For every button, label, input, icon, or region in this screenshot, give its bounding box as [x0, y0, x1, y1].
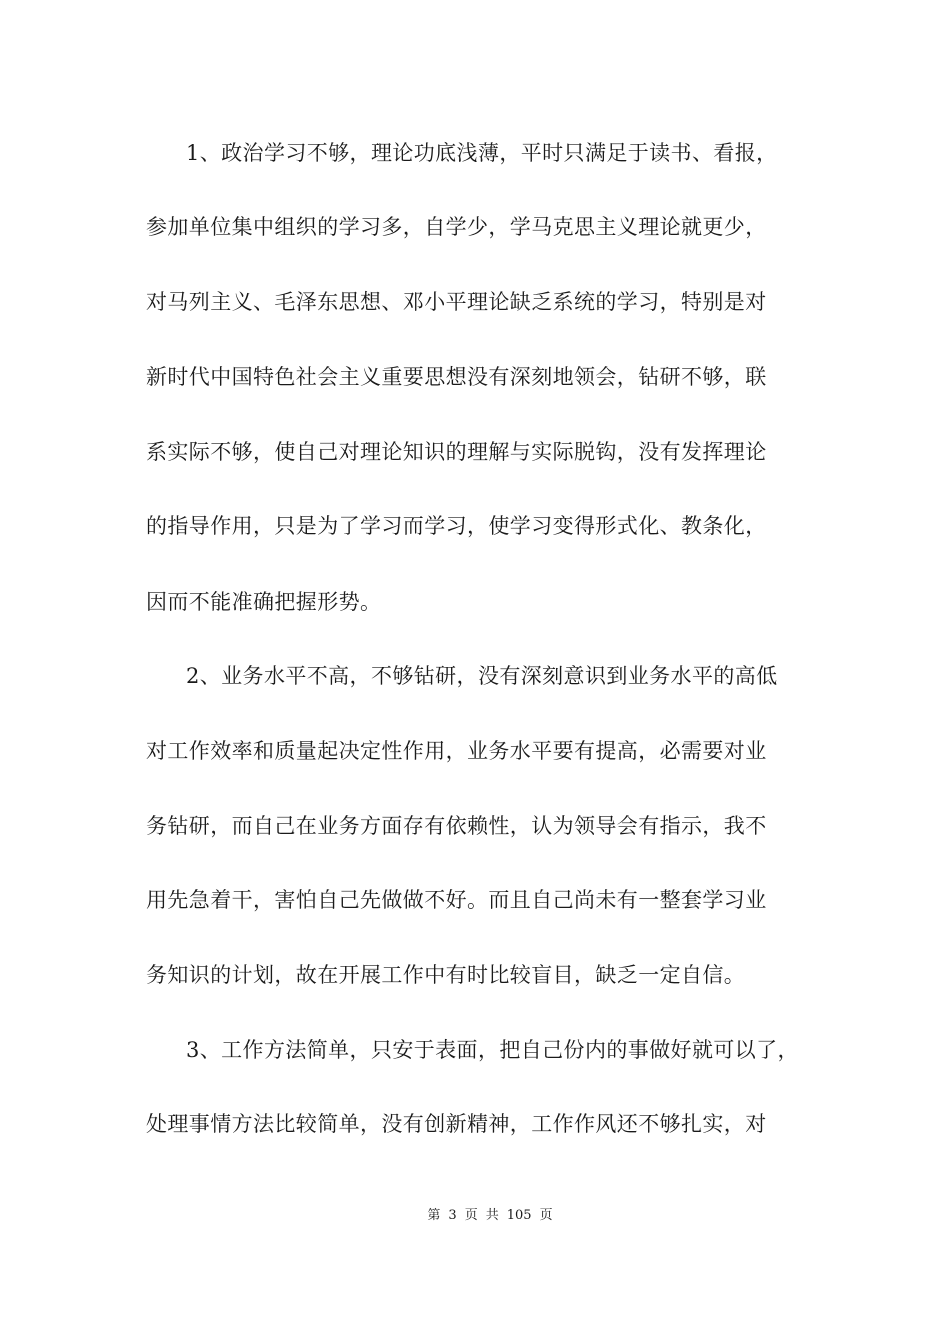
paragraph-2-line-4: 用先急着干，害怕自己先做做不好。而且自己尚未有一整套学习业 — [146, 888, 767, 912]
paragraph-1-line-1: 1、政治学习不够，理论功底浅薄，平时只满足于读书、看报， — [186, 141, 778, 165]
paragraph-3-line-2: 处理事情方法比较简单，没有创新精神，工作作风还不够扎实，对 — [146, 1112, 767, 1136]
footer-page-word: 页 — [464, 1208, 478, 1223]
paragraph-1-line-3: 对马列主义、毛泽东思想、邓小平理论缺乏系统的学习，特别是对 — [146, 290, 767, 314]
footer-total-pages: 105 — [506, 1208, 532, 1223]
paragraph-1-line-5: 系实际不够，使自己对理论知识的理解与实际脱钩，没有发挥理论 — [146, 440, 767, 464]
paragraph-1-line-4: 新时代中国特色社会主义重要思想没有深刻地领会，钻研不够，联 — [146, 365, 767, 389]
paragraph-3-line-1: 3、工作方法简单，只安于表面，把自己份内的事做好就可以了， — [186, 1038, 799, 1062]
paragraph-2-line-3: 务钻研，而自己在业务方面存有依赖性，认为领导会有指示，我不 — [146, 814, 767, 838]
footer-total-word: 共 — [485, 1208, 499, 1223]
paragraph-1-line-6: 的指导作用，只是为了学习而学习，使学习变得形式化、教条化， — [146, 514, 767, 538]
page-footer — [0, 1207, 950, 1225]
footer-prefix: 第 — [427, 1208, 441, 1223]
paragraph-2-line-1: 2、业务水平不高，不够钻研，没有深刻意识到业务水平的高低 — [186, 664, 778, 688]
footer-current-page: 3 — [448, 1208, 457, 1223]
footer-suffix: 页 — [539, 1208, 553, 1223]
paragraph-1-line-2: 参加单位集中组织的学习多，自学少，学马克思主义理论就更少， — [146, 215, 767, 239]
paragraph-2-line-2: 对工作效率和质量起决定性作用，业务水平要有提高，必需要对业 — [146, 739, 767, 763]
paragraph-2-line-5: 务知识的计划，故在开展工作中有时比较盲目，缺乏一定自信。 — [146, 963, 746, 987]
paragraph-1-line-7: 因而不能准确把握形势。 — [146, 590, 382, 614]
